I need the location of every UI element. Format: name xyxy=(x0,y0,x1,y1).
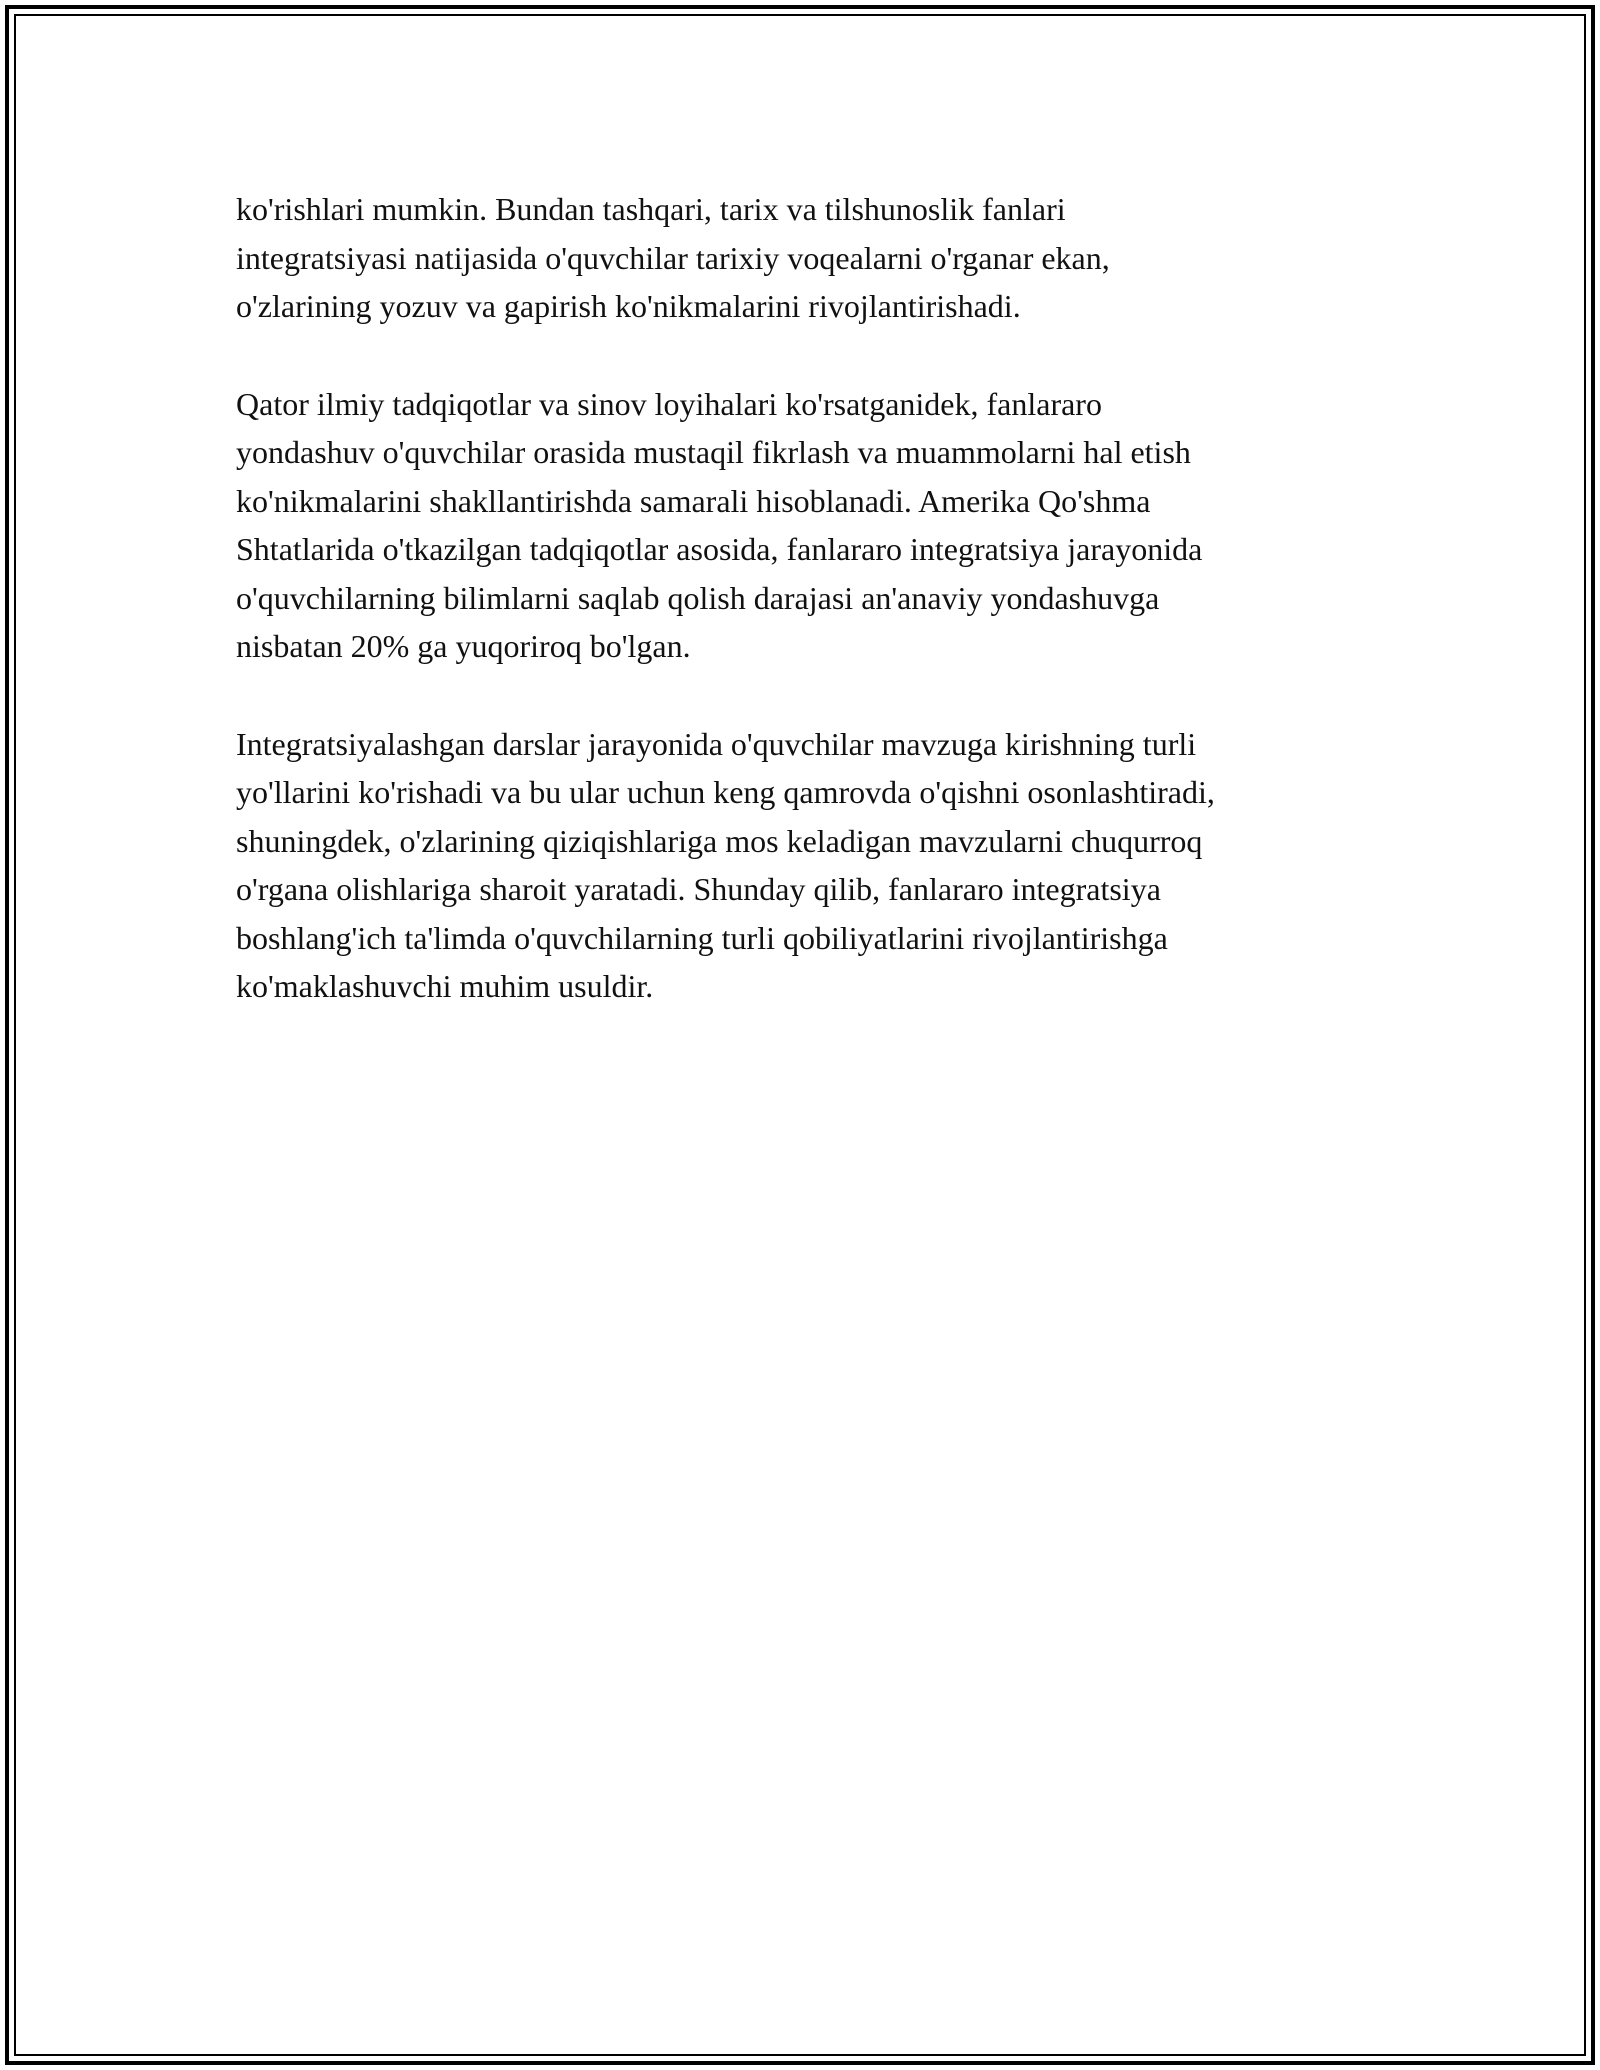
paragraph-1: ko'rishlari mumkin. Bundan tashqari, tarix va tilshunoslik fanlari integratsiyasi natijasida o'quvchilar tarixiy voqealarni o'rganar ekan, o'zlarining yozuv va gapirish ko'nikmalarini rivojlantirishadi. xyxy=(236,191,1110,324)
page-body-text xyxy=(236,185,1366,1060)
paragraph-3: Integratsiyalashgan darslar jarayonida o'quvchilar mavzuga kirishning turli yo'llarini ko'rishadi va bu ular uchun keng qamrovda o'qishni osonlashtiradi, shuningdek, o'zlarining qiziqishlariga mos keladigan mavzularni chuqurroq o'rgana olishlariga sharoit yaratadi. Shunday qilib, fanlararo integratsiya boshlang'ich ta'limda o'quvchilarning turli qobiliyatlarini rivojlantirishga ko'maklashuvchi muhim usuldir. xyxy=(236,725,1215,1004)
paragraph-2: Qator ilmiy tadqiqotlar va sinov loyihalari ko'rsatganidek, fanlararo yondashuv o'quvchilar orasida mustaqil fikrlash va muammolarni hal etish ko'nikmalarini shakllantirishda samarali hisoblanadi. Amerika Qo'shma Shtatlarida o'tkazilgan tadqiqotlar asosida, fanlararo integratsiya jarayonida o'quvchilarning bilimlarni saqlab qolish darajasi an'anaviy yondashuvga nisbatan 20% ga yuqoriroq bo'lgan. xyxy=(236,385,1203,664)
